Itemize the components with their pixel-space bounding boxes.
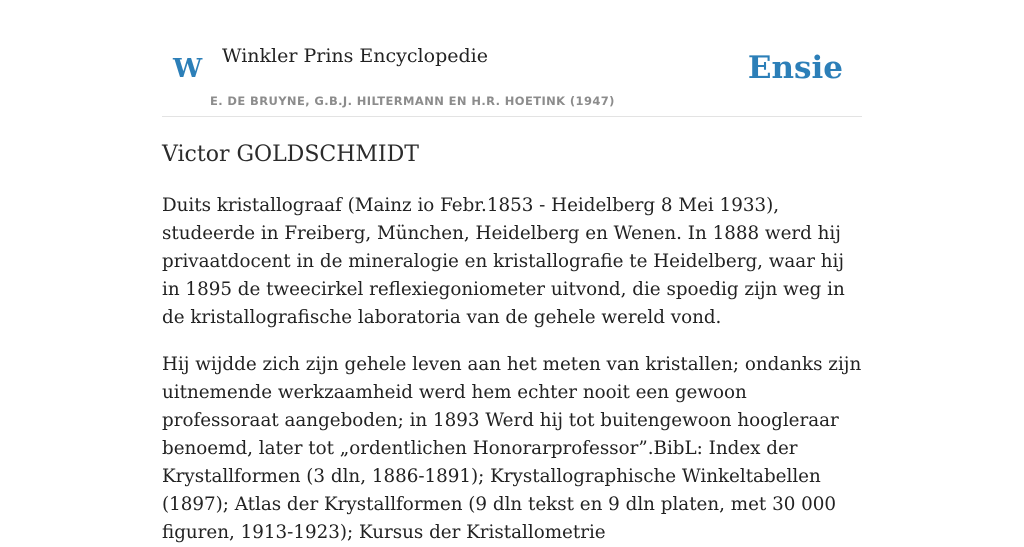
- article-paragraph: Hij wijdde zich zijn gehele leven aan het meten van kristallen; ondanks zijn uitnemende werkzaamheid werd hem echter nooit een gewoon professoraat aangeboden; in 1893 Werd hij tot buitengewoon hoogleraar benoemd, later tot „ordentlichen Honorarprofessor”.BibL: Index der Krystallformen (3 dln, 1886-1891); Krystallographische Winkeltabellen (1897); Atlas der Krystallformen (9 dln tekst en 9 dln platen, met 30 000 figuren, 1913-1923); Kursus der Kristallometrie: [162, 354, 862, 543]
- article-title: Victor GOLDSCHMIDT: [162, 142, 419, 167]
- winkler-prins-logo[interactable]: W: [173, 54, 203, 84]
- ensie-logo[interactable]: Ensie: [747, 50, 843, 86]
- book-authors: E. DE BRUYNE, G.B.J. HILTERMANN EN H.R. HOETINK (1947): [210, 94, 615, 108]
- book-title: Winkler Prins Encyclopedie: [222, 45, 488, 67]
- article-paragraph: Duits kristallograaf (Mainz io Febr.1853 - Heidelberg 8 Mei 1933), studeerde in Freiberg, München, Heidelberg en Wenen. In 1888 werd hij privaatdocent in de mineralogie en kristallografie te Heidelberg, waar hij in 1895 de tweecirkel reflexiegoniometer uitvond, die spoedig zijn weg in de kristallografische laboratoria van de gehele wereld vond.: [162, 195, 845, 328]
- article: [162, 139, 862, 547]
- site-header: [162, 0, 862, 117]
